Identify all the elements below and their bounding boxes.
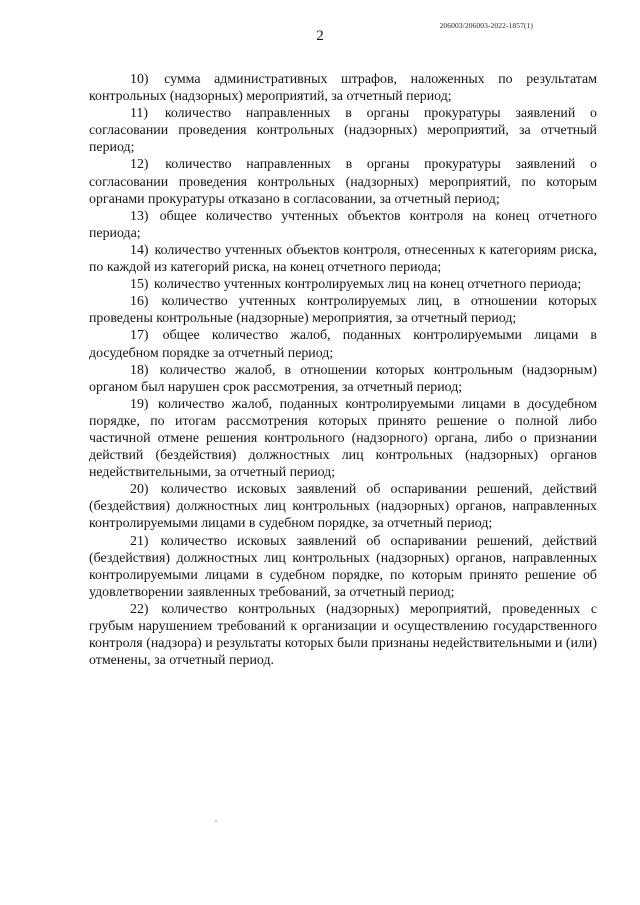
list-item-number: 16) — [130, 294, 149, 310]
list-item-17 — [89, 327, 597, 361]
list-item-text: количество направленных в органы прокуратуры заявлений о согласовании проведения контрольных (надзорных) мероприятий, за отчетный период; — [89, 106, 597, 156]
list-item-number: 13) — [130, 208, 149, 224]
list-item-19 — [89, 396, 597, 481]
list-item-12 — [89, 156, 597, 207]
list-item-20 — [89, 481, 597, 532]
list-item-text: сумма административных штрафов, наложенных по результатам контрольных (надзорных) мероприятий, за отчетный период; — [89, 72, 597, 105]
list-item-number: 20) — [130, 482, 149, 498]
list-item-number: 12) — [130, 157, 149, 173]
list-item-number: 14) — [130, 242, 149, 258]
list-item-number: 21) — [130, 533, 149, 549]
list-item-21 — [89, 533, 597, 601]
list-item-text: общее количество жалоб, поданных контролируемыми лицами в досудебном порядке за отчетный период; — [89, 328, 597, 361]
page-number: 2 — [316, 28, 324, 44]
document-number: 206003/206003-2022-1857(1) — [439, 21, 533, 30]
list-item-number: 19) — [130, 396, 149, 412]
list-item-text: количество контрольных (надзорных) мероприятий, проведенных с грубым нарушением требований к организации и осуществлению государственного контроля (надзора) и результаты которых были признаны недействительными и (или) отменены, за отчетный период. — [89, 601, 597, 669]
list-item-text: количество учтенных контролируемых лиц на конец отчетного периода; — [154, 277, 582, 293]
list-item-text: количество исковых заявлений об оспаривании решений, действий (бездействия) должностных лиц контрольных (надзорных) органов, направленных контролируемыми лицами в судебном порядке, за отчетный период; — [89, 482, 597, 532]
list-item-text: количество учтенных контролируемых лиц, в отношении которых проведены контрольные (надзорные) мероприятия, за отчетный период; — [89, 294, 597, 327]
list-item-16 — [89, 293, 597, 327]
list-item-text: количество исковых заявлений об оспаривании решений, действий (бездействия) должностных лиц контрольных (надзорных) органов, направленных контролируемыми лицами в судебном порядке, по которым принято решение об удовлетворении заявленных требований, за отчетный период; — [89, 533, 597, 600]
list-item-14 — [89, 242, 597, 276]
list-item-number: 18) — [130, 362, 149, 378]
list-item-number: 17) — [130, 328, 149, 344]
list-item-text: количество учтенных объектов контроля, отнесенных к категориям риска, по каждой из категорий риска, на конец отчетного периода; — [89, 242, 597, 276]
list-item-number: 22) — [130, 601, 149, 617]
list-item-text: количество жалоб, поданных контролируемыми лицами в досудебном порядке, по итогам рассмотрения которых принято решение о полной либо частичной отмене решения контрольного (надзорного) органа, либо о признании действий (бездействия) должностных лиц контрольных (надзорных) органов недействительными, за отчетный период; — [89, 396, 597, 481]
list-item-text: количество жалоб, в отношении которых контрольным (надзорным) органом был нарушен срок рассмотрения, за отчетный период; — [89, 362, 597, 395]
scan-speck — [215, 820, 217, 822]
list-item-text: количество направленных в органы прокуратуры заявлений о согласовании проведения контрольных (надзорных) мероприятий, по которым органами прокуратуры отказано в согласовании, за отчетный период; — [89, 157, 598, 207]
list-item-number: 11) — [130, 106, 149, 122]
list-item-15 — [89, 276, 597, 293]
list-item-number: 15) — [130, 277, 149, 293]
list-item-text: общее количество учтенных объектов контроля на конец отчетного периода; — [89, 208, 597, 241]
list-item-11 — [89, 105, 597, 156]
list-item-13 — [89, 208, 597, 242]
list-item-number: 10) — [130, 72, 149, 87]
list-item-18 — [89, 362, 597, 396]
list-item-22 — [89, 601, 597, 669]
list-item-10 — [89, 71, 597, 105]
document-body — [89, 71, 597, 669]
